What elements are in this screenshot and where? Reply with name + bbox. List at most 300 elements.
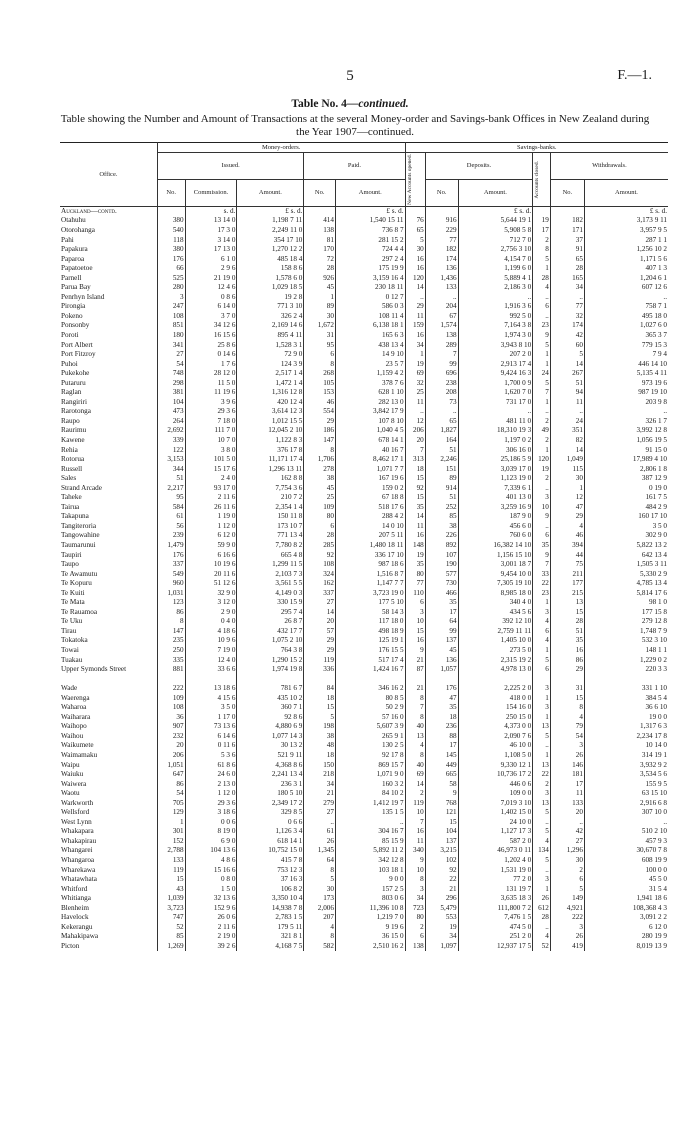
table-cell: 438 13 4: [335, 341, 405, 351]
table-cell: 34: [550, 283, 584, 293]
table-cell: 6,138 18 1: [335, 321, 405, 331]
office-name: Te Uku: [60, 617, 157, 627]
table-row: [60, 264, 668, 274]
table-cell: 10 7 0: [185, 436, 237, 446]
table-cell: 1: [533, 264, 551, 274]
table-cell: 7,476 1 5: [458, 913, 533, 923]
table-cell: 432 17 7: [237, 627, 304, 637]
table-cell: 5,822 13 2: [636, 541, 667, 550]
table-cell: 16: [405, 264, 425, 274]
table-cell: 20: [405, 436, 425, 446]
table-cell: 19: [425, 923, 458, 933]
table-cell: 16: [550, 646, 584, 656]
table-row: [60, 904, 668, 914]
table-cell: 89: [304, 302, 336, 312]
table-cell: 8,985 18 0: [458, 589, 533, 599]
table-cell: 40 16 7: [335, 446, 405, 456]
table-cell: 330 15 9: [237, 598, 304, 608]
office-name: Parua Bay: [60, 283, 157, 293]
table-row: [60, 608, 668, 618]
table-cell: 104: [157, 398, 185, 408]
table-row: [60, 732, 668, 742]
table-cell: 4: [533, 617, 551, 627]
table-row: [60, 866, 668, 876]
table-cell: 15 17 6: [185, 465, 237, 475]
table-cell: 2,103 7 3: [237, 570, 304, 580]
table-cell: 3,561 5 5: [237, 579, 304, 589]
table-cell: 29: [550, 665, 584, 684]
table-cell: 5: [533, 856, 551, 866]
table-cell: 0 6 6: [237, 818, 304, 828]
table-cell: 29: [405, 302, 425, 312]
table-cell: 84: [304, 684, 336, 694]
table-cell: 21: [405, 684, 425, 694]
table-cell: 3,932 9 2: [640, 760, 667, 769]
table-cell: 2 11 6: [185, 923, 237, 933]
table-cell: 176: [425, 684, 458, 694]
table-cell: 584: [157, 503, 185, 513]
table-cell: 1,412 19 7: [335, 799, 405, 809]
office-name: Whatawhata: [60, 875, 157, 885]
header-new-accounts: New Accounts opened.: [406, 154, 413, 205]
office-name: Taumarunui: [60, 541, 157, 551]
table-cell: 16: [405, 827, 425, 837]
table-cell: 1,071 7 7: [335, 465, 405, 475]
table-cell: ..: [533, 484, 551, 494]
table-row: [60, 808, 668, 818]
table-cell: 24 10 0: [458, 818, 533, 828]
table-cell: 446 14 10: [638, 359, 667, 368]
office-name: Penrhyn Island: [60, 293, 157, 303]
table-cell: 473: [157, 407, 185, 417]
table-cell: 337: [157, 560, 185, 570]
table-row: [60, 818, 668, 828]
table-cell: [425, 206, 458, 216]
office-name: Wade: [60, 684, 157, 694]
table-cell: ..: [458, 407, 533, 417]
table-cell: [405, 206, 425, 216]
table-cell: 31 5 4: [649, 884, 667, 893]
office-name: Wellsford: [60, 808, 157, 818]
table-cell: 1,012 15 5: [237, 417, 304, 427]
table-cell: 1: [157, 818, 185, 828]
table-cell: 8: [304, 932, 336, 942]
table-cell: 1: [533, 360, 551, 370]
table-cell: 1,159 4 2: [335, 369, 405, 379]
table-cell: 1,126 3 4: [237, 827, 304, 837]
table-cell: 252: [425, 503, 458, 513]
table-cell: ..: [405, 407, 425, 417]
table-cell: 38: [304, 732, 336, 742]
header-no: No.: [550, 179, 584, 206]
table-cell: 781 6 7: [237, 684, 304, 694]
table-cell: 151: [425, 465, 458, 475]
table-cell: 77: [550, 302, 584, 312]
table-cell: 1,916 3 6: [458, 302, 533, 312]
table-cell: 1,424 16 7: [335, 665, 405, 684]
table-cell: 525: [157, 274, 185, 284]
table-cell: 295 7 4: [237, 608, 304, 618]
table-cell: 1: [533, 751, 551, 761]
table-row: [60, 579, 668, 589]
table-cell: 94: [550, 388, 584, 398]
table-cell: 14: [304, 608, 336, 618]
table-row: [60, 474, 668, 484]
table-cell: 881: [157, 665, 185, 684]
table-cell: 297 2 4: [335, 255, 405, 265]
table-cell: 19: [533, 465, 551, 475]
table-row: [60, 503, 668, 513]
table-cell: 324: [304, 570, 336, 580]
table-cell: 80 8 5: [335, 694, 405, 704]
table-cell: 93 17 0: [185, 484, 237, 494]
table-cell: 0 8 0: [185, 875, 237, 885]
office-name: Otahuhu: [60, 216, 157, 226]
table-cell: 25 8 6: [185, 341, 237, 351]
table-cell: 279 12 8: [641, 617, 667, 626]
table-cell: 17: [550, 780, 584, 790]
table-cell: 215: [550, 589, 584, 599]
office-name: Pokeno: [60, 312, 157, 322]
office-name: Port Fitzroy: [60, 350, 157, 360]
table-cell: 3,350 10 4: [237, 894, 304, 904]
table-cell: 38: [304, 474, 336, 484]
table-cell: 186: [304, 426, 336, 436]
table-cell: 8: [405, 875, 425, 885]
table-cell: 86: [550, 656, 584, 666]
table-cell: 3,957 9 5: [640, 225, 667, 234]
table-cell: 1,672: [304, 321, 336, 331]
table-cell: 14: [550, 360, 584, 370]
table-cell: 56: [157, 522, 185, 532]
table-cell: 30: [304, 885, 336, 895]
table-cell: 34 12 6: [185, 321, 237, 331]
header-amount: Amount.: [335, 179, 405, 206]
table-cell: 52: [157, 923, 185, 933]
table-row: [60, 684, 668, 694]
table-cell: 3,723: [157, 904, 185, 914]
table-title: Table No. 4—continued.: [291, 98, 409, 110]
table-cell: 7,305 19 10: [458, 579, 533, 589]
table-cell: 176 15 5: [335, 646, 405, 656]
table-cell: 85: [425, 512, 458, 522]
table-cell: 86: [157, 608, 185, 618]
table-cell: 16: [405, 636, 425, 646]
table-cell: 47: [425, 694, 458, 704]
table-cell: 9: [533, 512, 551, 522]
table-cell: 76: [405, 216, 425, 226]
table-row: [60, 570, 668, 580]
table-cell: 79: [550, 722, 584, 732]
table-cell: 1,620 7 0: [458, 388, 533, 398]
table-cell: 1,108 5 0: [458, 751, 533, 761]
office-name: Waikumete: [60, 741, 157, 751]
table-cell: 2,806 1 8: [640, 464, 667, 473]
table-cell: 34: [304, 780, 336, 790]
table-cell: 89: [425, 474, 458, 484]
table-cell: 47: [550, 503, 584, 513]
table-cell: 121: [425, 808, 458, 818]
table-cell: 3 5 0: [185, 703, 237, 713]
table-cell: 5: [533, 732, 551, 742]
table-cell: 3,842 17 9: [335, 407, 405, 417]
table-cell: 485 18 4: [237, 255, 304, 265]
table-cell: 190: [425, 560, 458, 570]
table-cell: 43: [157, 885, 185, 895]
table-cell: 29: [550, 512, 584, 522]
table-cell: 15: [405, 627, 425, 637]
table-cell: 35: [550, 636, 584, 646]
table-cell: ..: [550, 407, 584, 417]
office-name: Takapuna: [60, 512, 157, 522]
table-cell: 181: [550, 770, 584, 780]
table-cell: 80: [304, 512, 336, 522]
table-cell: 61: [157, 512, 185, 522]
office-name: Te Rauamoa: [60, 608, 157, 618]
table-cell: 3: [157, 293, 185, 303]
table-cell: ..: [304, 818, 336, 828]
table-cell: 28: [533, 913, 551, 923]
table-cell: 4,785 13 4: [636, 579, 667, 588]
table-cell: 102: [425, 856, 458, 866]
table-cell: 34: [405, 341, 425, 351]
table-cell: 287 1 1: [645, 235, 667, 244]
table-cell: 235: [157, 636, 185, 646]
table-cell: 2,783 1 5: [237, 913, 304, 923]
table-cell: 869 15 7: [335, 761, 405, 771]
office-name: Waihopo: [60, 722, 157, 732]
table-cell: 326 1 7: [645, 416, 667, 425]
table-cell: 381: [157, 388, 185, 398]
units-label: £ s. d.: [335, 206, 405, 216]
office-name: Tangiteroria: [60, 522, 157, 532]
table-cell: 7,339 6 1: [458, 484, 533, 494]
table-cell: 1,974 3 0: [458, 331, 533, 341]
table-cell: 15: [550, 608, 584, 618]
table-cell: 2,916 6 8: [640, 798, 667, 807]
table-row: [60, 932, 668, 942]
table-cell: 28 12 0: [185, 369, 237, 379]
table-cell: 582: [304, 942, 336, 952]
table-cell: 61: [304, 827, 336, 837]
table-cell: 30: [304, 312, 336, 322]
table-cell: 40: [405, 722, 425, 732]
table-cell: 10 14 0: [645, 741, 667, 750]
table-cell: 18: [304, 751, 336, 761]
table-cell: 25: [405, 388, 425, 398]
table-row: [60, 341, 668, 351]
table-cell: 27: [304, 598, 336, 608]
table-cell: 1,051: [157, 761, 185, 771]
table-row: [60, 827, 668, 837]
table-cell: 39 2 6: [185, 942, 237, 952]
table-cell: 17: [425, 608, 458, 618]
table-cell: 29 3 6: [185, 407, 237, 417]
table-cell: 18: [405, 465, 425, 475]
table-cell: 9,454 10 0: [458, 570, 533, 580]
table-cell: 5: [533, 827, 551, 837]
table-cell: 449: [425, 761, 458, 771]
table-cell: 0 12 7: [335, 293, 405, 303]
table-cell: 167 19 6: [335, 474, 405, 484]
table-cell: 206: [405, 426, 425, 436]
table-cell: 307 10 0: [641, 808, 667, 817]
table-cell: 29: [304, 636, 336, 646]
table-cell: 73: [425, 398, 458, 408]
table-row: [60, 407, 668, 417]
table-cell: 3: [550, 741, 584, 751]
table-cell: 19 2 8: [237, 293, 304, 303]
table-cell: 1,706: [304, 455, 336, 465]
table-cell: 218: [304, 770, 336, 780]
table-cell: 1,345: [304, 846, 336, 856]
table-cell: 1: [533, 350, 551, 360]
table-cell: 628 1 10: [335, 388, 405, 398]
table-cell: 57 16 0: [335, 713, 405, 723]
table-cell: 21 19 0: [185, 274, 237, 284]
table-cell: 1,057: [425, 665, 458, 684]
table-cell: 5,889 4 1: [458, 274, 533, 284]
table-cell: 553: [425, 913, 458, 923]
table-cell: 696: [425, 369, 458, 379]
table-cell: 3: [533, 493, 551, 503]
office-name: Whitford: [60, 885, 157, 895]
table-cell: 110: [405, 589, 425, 599]
table-cell: 77: [425, 236, 458, 246]
table-cell: 1: [533, 885, 551, 895]
table-cell: 7: [425, 350, 458, 360]
table-cell: 26 11 6: [185, 503, 237, 513]
table-cell: 267: [550, 369, 584, 379]
table-cell: 1: [550, 484, 584, 494]
table-cell: 414: [304, 216, 336, 226]
table-cell: 133: [425, 283, 458, 293]
table-cell: 177 15 8: [641, 607, 667, 616]
table-cell: 87: [405, 665, 425, 684]
table-cell: 484 2 9: [645, 502, 667, 511]
table-cell: 109 0 0: [458, 789, 533, 799]
table-cell: 5,330 2 9: [640, 569, 667, 578]
table-cell: 346 16 2: [335, 684, 405, 694]
table-cell: 13: [405, 732, 425, 742]
table-cell: 232: [157, 732, 185, 742]
table-cell: 5: [533, 341, 551, 351]
table-cell: 2,006: [304, 904, 336, 914]
table-cell: 174: [550, 321, 584, 331]
office-name: Port Albert: [60, 341, 157, 351]
table-row: [60, 531, 668, 541]
table-cell: 3,173 9 11: [636, 216, 667, 225]
table-cell: 119: [304, 656, 336, 666]
table-cell: 8: [533, 245, 551, 255]
table-cell: 17,989 4 10: [632, 455, 667, 464]
table-cell: 1: [533, 398, 551, 408]
table-cell: 26: [550, 932, 584, 942]
table-cell: 8: [304, 360, 336, 370]
table-cell: 4,880 6 9: [237, 722, 304, 732]
table-cell: 4: [304, 923, 336, 933]
table-cell: 1,075 2 10: [237, 636, 304, 646]
table-cell: 73 13 6: [185, 722, 237, 732]
table-cell: 173 10 7: [237, 522, 304, 532]
table-cell: 180 5 10: [237, 789, 304, 799]
table-cell: 84 10 2: [335, 789, 405, 799]
table-cell: 16,382 14 10: [458, 541, 533, 551]
table-cell: 23 5 7: [335, 360, 405, 370]
table-row: [60, 913, 668, 923]
table-cell: 117 18 0: [335, 617, 405, 627]
table-cell: 226: [425, 531, 458, 541]
table-cell: 9 0 0: [335, 875, 405, 885]
table-cell: 302 9 0: [645, 531, 667, 540]
table-cell: 250 15 0: [458, 713, 533, 723]
table-cell: 138: [425, 331, 458, 341]
table-cell: ..: [533, 293, 551, 303]
table-cell: 365 3 7: [645, 330, 667, 339]
table-cell: 1,171 5 6: [640, 254, 667, 263]
table-cell: 247: [157, 302, 185, 312]
table-cell: 28: [304, 531, 336, 541]
office-name: Kawene: [60, 436, 157, 446]
table-cell: 665 4 8: [237, 551, 304, 561]
table-cell: 3: [550, 923, 584, 933]
table-cell: 46: [550, 531, 584, 541]
table-cell: 176: [157, 255, 185, 265]
table-cell: 446 0 6: [458, 780, 533, 790]
table-cell: 1,097: [425, 942, 458, 952]
table-cell: 229: [425, 226, 458, 236]
table-cell: 764 3 8: [237, 646, 304, 656]
table-cell: 2,225 2 0: [458, 684, 533, 694]
table-cell: 289: [425, 341, 458, 351]
table-cell: 207 5 11: [335, 531, 405, 541]
table-row: [60, 856, 668, 866]
table-cell: ..: [458, 293, 533, 303]
table-cell: 321 8 1: [237, 932, 304, 942]
table-cell: 130 2 5: [335, 741, 405, 751]
table-cell: 771 3 10: [237, 302, 304, 312]
table-cell: 80: [405, 570, 425, 580]
table-cell: 1,270 12 2: [237, 245, 304, 255]
table-cell: 145: [425, 751, 458, 761]
table-cell: 31: [304, 331, 336, 341]
table-cell: 35: [425, 598, 458, 608]
table-cell: 1,122 8 3: [237, 436, 304, 446]
table-cell: 14: [405, 283, 425, 293]
table-cell: 731 17 0: [458, 398, 533, 408]
table-cell: 109: [157, 694, 185, 704]
table-cell: 4: [550, 713, 584, 723]
table-cell: 9,424 16 3: [458, 369, 533, 379]
table-cell: 380: [157, 216, 185, 226]
table-cell: 13: [550, 598, 584, 608]
table-cell: 3 7 0: [185, 312, 237, 322]
table-cell: 11: [405, 522, 425, 532]
table-cell: 15: [550, 694, 584, 704]
table-cell: 5: [533, 255, 551, 265]
header-office: Office.: [60, 143, 157, 207]
table-cell: [304, 206, 336, 216]
table-cell: 281 15 2: [335, 236, 405, 246]
table-cell: 577: [425, 570, 458, 580]
table-cell: 6: [304, 522, 336, 532]
table-cell: 31: [550, 684, 584, 694]
table-cell: 723: [405, 904, 425, 914]
table-cell: 23: [533, 321, 551, 331]
transactions-table: [60, 142, 668, 951]
header-amount: Amount.: [458, 179, 533, 206]
table-cell: 4,149 0 3: [237, 589, 304, 599]
